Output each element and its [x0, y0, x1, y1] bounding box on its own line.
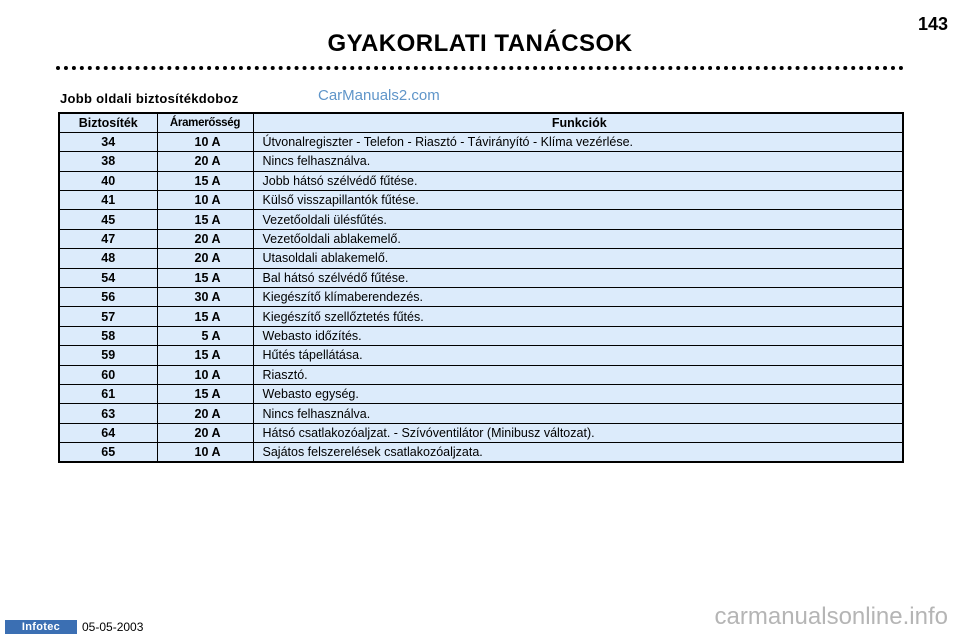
cell-fuse: 60: [59, 365, 157, 384]
header-amperage: Áramerősség: [157, 113, 253, 132]
dotted-divider: [56, 66, 904, 70]
cell-function: Külső visszapillantók fűtése.: [253, 191, 903, 210]
cell-fuse: 57: [59, 307, 157, 326]
table-row: [59, 346, 903, 365]
fuse-table: [58, 112, 904, 463]
cell-fuse: 47: [59, 229, 157, 248]
cell-function: Utasoldali ablakemelő.: [253, 249, 903, 268]
cell-function: Bal hátsó szélvédő fűtése.: [253, 268, 903, 287]
cell-amperage: 15 A: [157, 171, 253, 190]
cell-amperage: 15 A: [157, 384, 253, 403]
cell-function: Webasto időzítés.: [253, 326, 903, 345]
cell-function: Kiegészítő szellőztetés fűtés.: [253, 307, 903, 326]
cell-function: Nincs felhasználva.: [253, 152, 903, 171]
table-row: [59, 229, 903, 248]
table-row: [59, 423, 903, 442]
cell-amperage: 15 A: [157, 346, 253, 365]
cell-function: Sajátos felszerelések csatlakozóaljzata.: [253, 443, 903, 462]
table-row: [59, 404, 903, 423]
cell-amperage: 15 A: [157, 210, 253, 229]
header-fuse: Biztosíték: [59, 113, 157, 132]
cell-fuse: 38: [59, 152, 157, 171]
cell-amperage: 20 A: [157, 229, 253, 248]
table-row: [59, 443, 903, 462]
cell-amperage: 15 A: [157, 307, 253, 326]
cell-function: Jobb hátsó szélvédő fűtése.: [253, 171, 903, 190]
table-row: [59, 191, 903, 210]
cell-amperage: 20 A: [157, 404, 253, 423]
table-row: [59, 210, 903, 229]
cell-fuse: 48: [59, 249, 157, 268]
cell-amperage: 30 A: [157, 288, 253, 307]
header-function: Funkciók: [253, 113, 903, 132]
cell-function: Webasto egység.: [253, 384, 903, 403]
cell-function: Útvonalregiszter - Telefon - Riasztó - Távirányító - Klíma vezérlése.: [253, 132, 903, 151]
cell-fuse: 34: [59, 132, 157, 151]
cell-function: Vezetőoldali ablakemelő.: [253, 229, 903, 248]
cell-function: Hűtés tápellátása.: [253, 346, 903, 365]
table-row: [59, 268, 903, 287]
table-row: [59, 288, 903, 307]
table-row: [59, 171, 903, 190]
table-body: [59, 132, 903, 462]
cell-amperage: 10 A: [157, 132, 253, 151]
cell-fuse: 65: [59, 443, 157, 462]
cell-function: Kiegészítő klímaberendezés.: [253, 288, 903, 307]
cell-amperage: 20 A: [157, 423, 253, 442]
cell-fuse: 40: [59, 171, 157, 190]
cell-fuse: 64: [59, 423, 157, 442]
cell-fuse: 63: [59, 404, 157, 423]
cell-fuse: 61: [59, 384, 157, 403]
watermark-bottom: carmanualsonline.info: [714, 603, 948, 630]
infotec-logo: Infotec: [5, 620, 77, 634]
cell-fuse: 54: [59, 268, 157, 287]
cell-function: Riasztó.: [253, 365, 903, 384]
cell-fuse: 58: [59, 326, 157, 345]
table-row: [59, 365, 903, 384]
cell-amperage: 5 A: [157, 326, 253, 345]
cell-fuse: 59: [59, 346, 157, 365]
page-number: 143: [917, 14, 948, 34]
cell-amperage: 15 A: [157, 268, 253, 287]
section-title: Jobb oldali biztosítékdoboz: [60, 91, 239, 106]
cell-amperage: 10 A: [157, 443, 253, 462]
cell-function: Hátsó csatlakozóaljzat. - Szívóventilátor (Minibusz változat).: [253, 423, 903, 442]
cell-fuse: 45: [59, 210, 157, 229]
cell-fuse: 56: [59, 288, 157, 307]
watermark-link[interactable]: CarManuals2.com: [318, 87, 440, 104]
cell-function: Vezetőoldali ülésfűtés.: [253, 210, 903, 229]
cell-amperage: 20 A: [157, 152, 253, 171]
page-title: GYAKORLATI TANÁCSOK: [327, 30, 633, 57]
cell-function: Nincs felhasználva.: [253, 404, 903, 423]
table-row: [59, 249, 903, 268]
cell-fuse: 41: [59, 191, 157, 210]
table-row: [59, 152, 903, 171]
cell-amperage: 10 A: [157, 191, 253, 210]
table-row: [59, 132, 903, 151]
cell-amperage: 10 A: [157, 365, 253, 384]
cell-amperage: 20 A: [157, 249, 253, 268]
table-header-row: [59, 113, 903, 132]
table-row: [59, 384, 903, 403]
table-row: [59, 326, 903, 345]
footer-date: 05-05-2003: [82, 620, 144, 634]
table-row: [59, 307, 903, 326]
